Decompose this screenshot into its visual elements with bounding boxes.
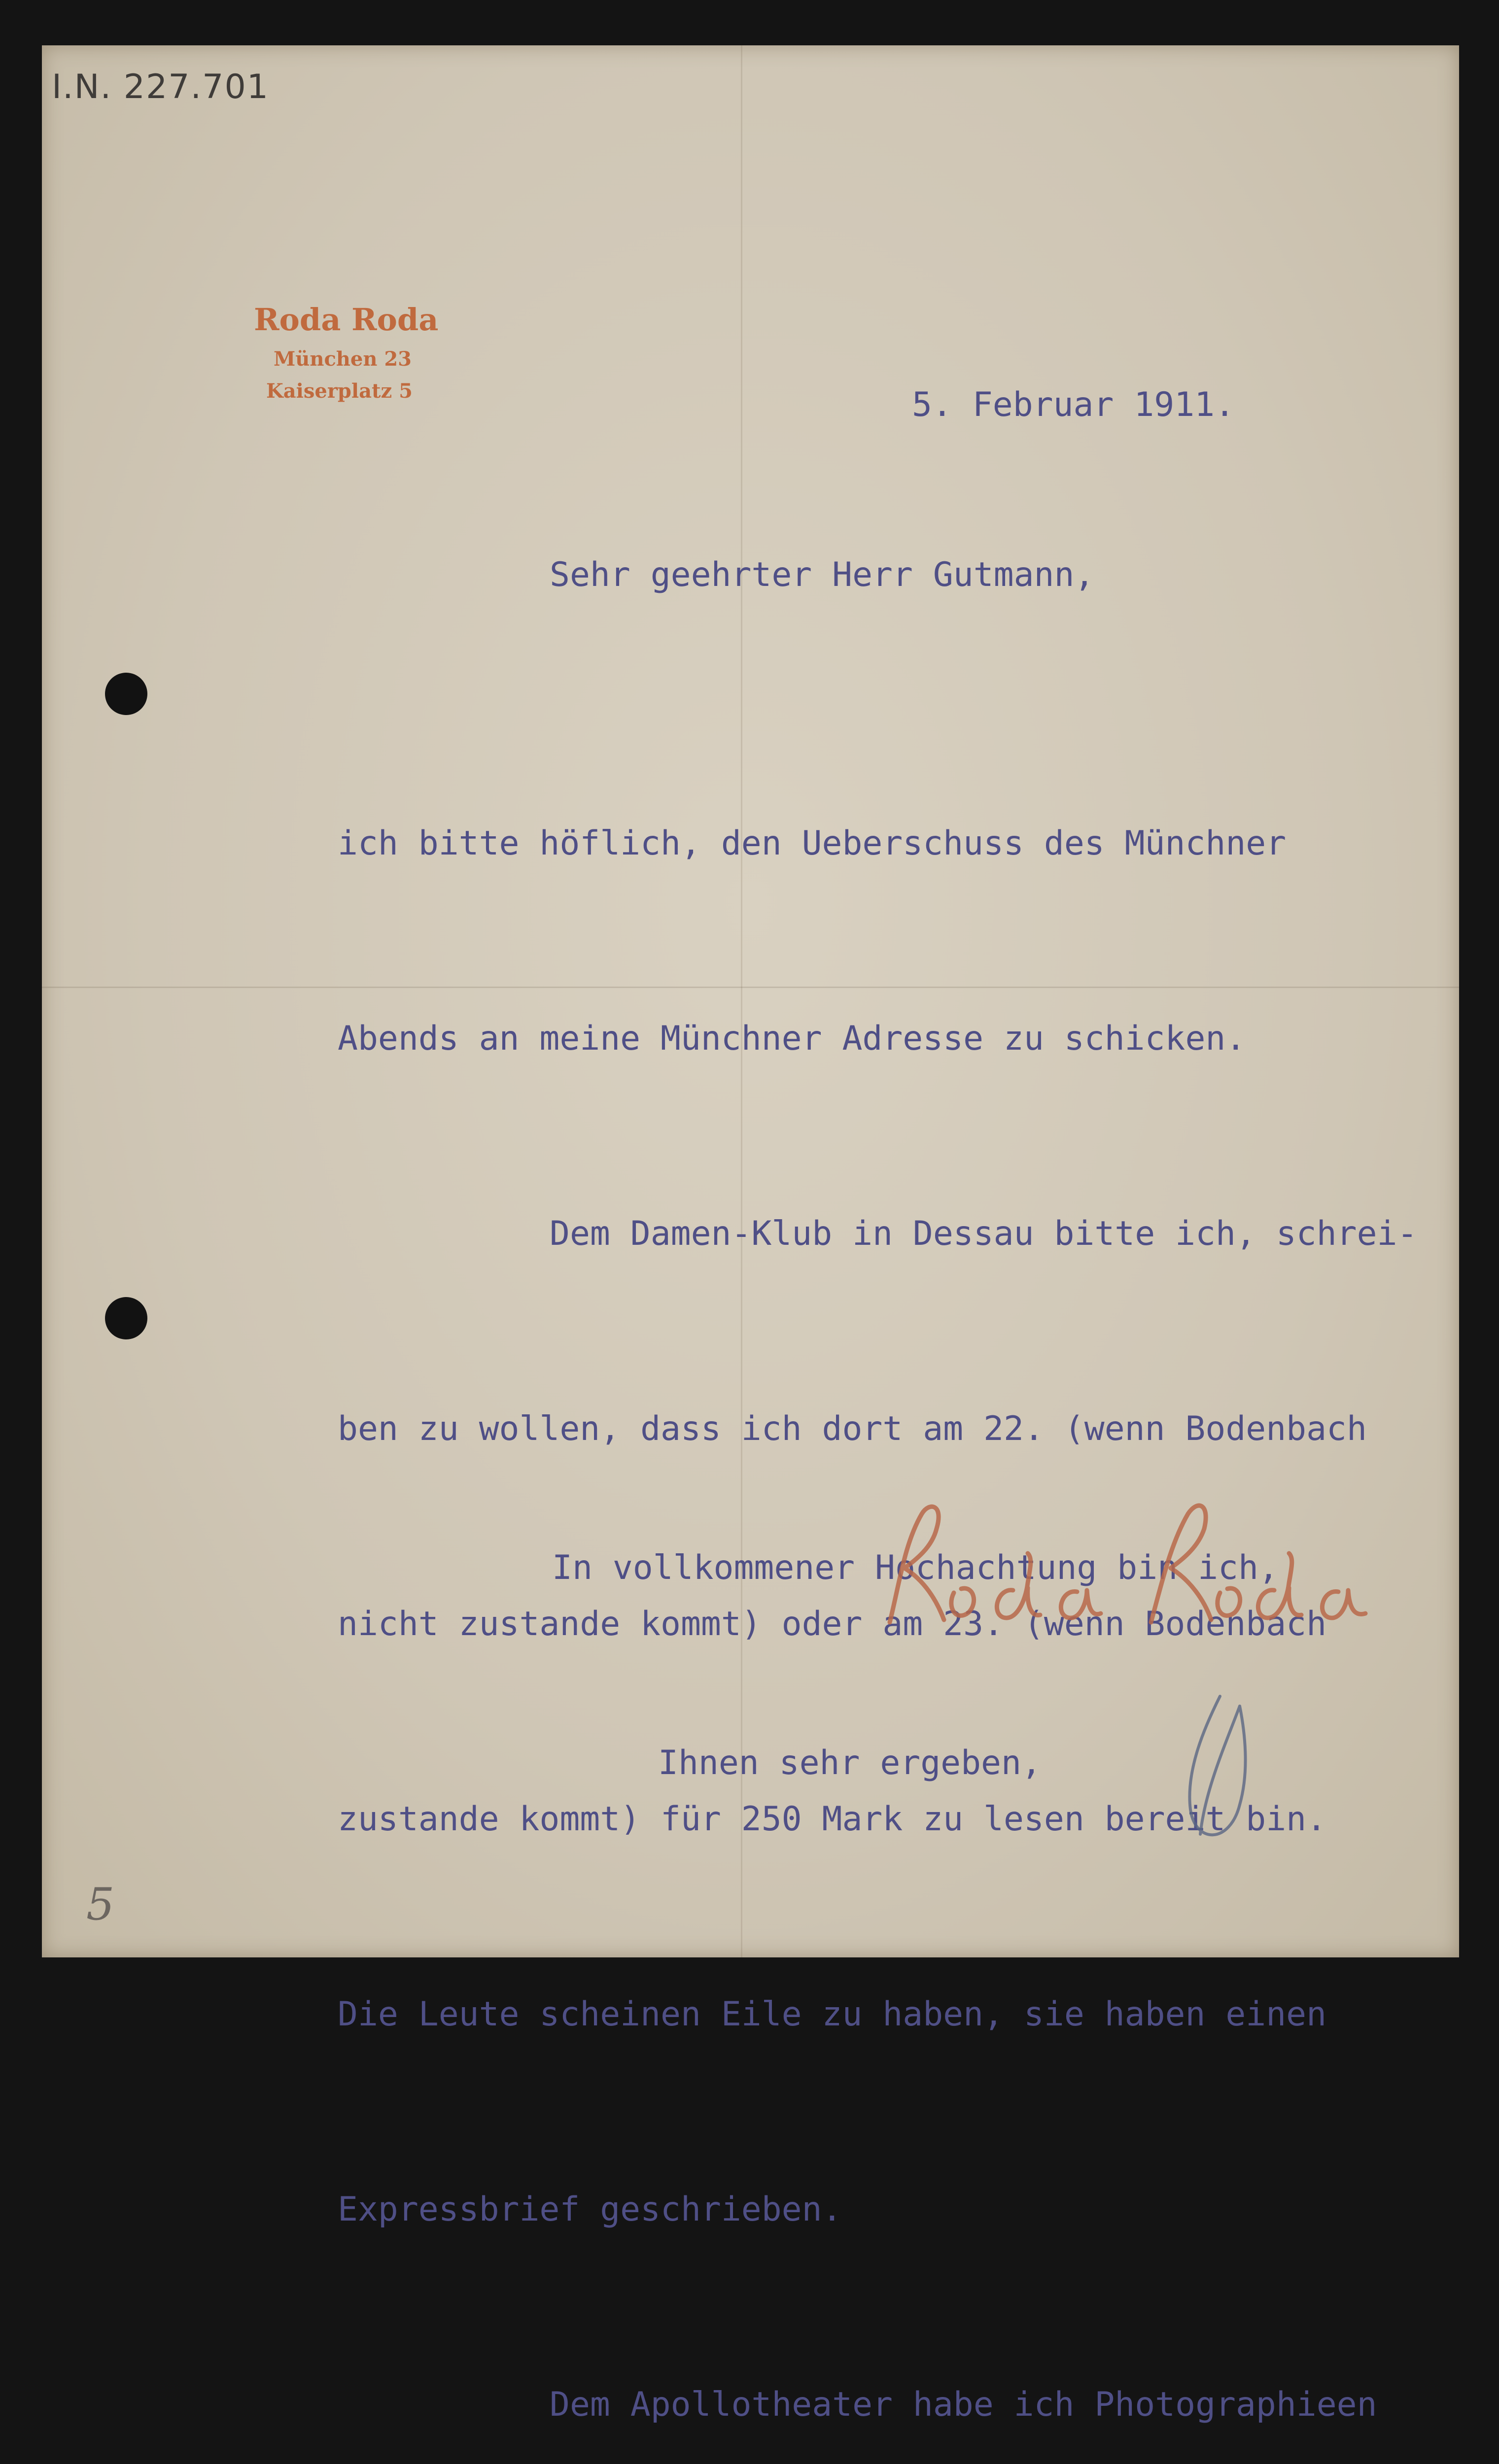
letterhead-street: Kaiserplatz 5 <box>266 379 413 403</box>
handwritten-signature <box>831 1474 1496 1672</box>
page-mark: 5 <box>86 1879 115 1930</box>
body-line: Abends an meine Münchner Adresse zu schicken. <box>338 1019 1246 1058</box>
punch-hole-top <box>105 673 147 715</box>
letterhead-name: Roda Roda <box>254 302 439 338</box>
letterhead <box>254 302 438 403</box>
closing-line-1: In vollkommener Hochachtung bin ich, <box>552 1548 1279 1587</box>
punch-hole-bottom <box>105 1297 147 1339</box>
salutation: Sehr geehrter Herr Gutmann, <box>550 555 1095 594</box>
letter-sheet <box>42 45 1459 2424</box>
body-line: Die Leute scheinen Eile zu haben, sie haben einen <box>338 1995 1327 2034</box>
letterhead-city: München 23 <box>274 347 412 371</box>
pencil-paraph <box>1166 1686 1264 1849</box>
archive-number: I.N. 227.701 <box>52 68 269 106</box>
body-line: Dem Apollotheater habe ich Photographieen <box>550 2385 1377 2424</box>
body-line: Expressbrief geschrieben. <box>338 2190 842 2229</box>
body-line: Dem Damen-Klub in Dessau bitte ich, schrei- <box>550 1214 1418 1253</box>
body-line: ich bitte höflich, den Ueberschuss des Münchner <box>338 824 1287 863</box>
body-line: zustande kommt) für 250 Mark zu lesen bereit bin. <box>338 1800 1327 1839</box>
letter-date: 5. Februar 1911. <box>912 385 1235 424</box>
body-line: nicht zustande kommt) oder am 23. (wenn Bodenbach <box>338 1605 1327 1643</box>
closing-line-2: Ihnen sehr ergeben, <box>658 1744 1042 1782</box>
body-line: ben zu wollen, dass ich dort am 22. (wenn Bodenbach <box>338 1409 1367 1448</box>
